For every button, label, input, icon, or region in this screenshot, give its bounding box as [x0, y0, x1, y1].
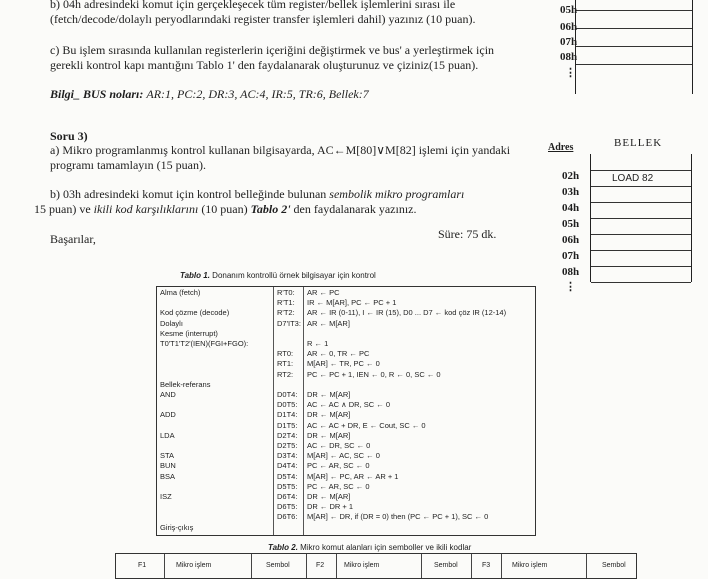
table1-cell-c3: AR ← IR (0-11), I ← IR (15), D0 ... D7 ← kod çöz IR (12-14): [307, 308, 507, 318]
table1-cell-c3: M[AR] ← AC, SC ← 0: [307, 451, 380, 461]
table1-row: [157, 349, 535, 359]
table1-cell-c3: PC ← PC + 1, IEN ← 0, R ← 0, SC ← 0: [307, 369, 441, 379]
table1-cell-c3: AR ← M[AR]: [307, 318, 350, 328]
table1-cell-c3: AR ← 0, TR ← PC: [307, 349, 370, 359]
mem2-addr: 02h: [562, 170, 580, 182]
mem2-addr: 05h: [562, 218, 580, 230]
table1-row: [157, 512, 535, 522]
table1-cell-c1: Alma (fetch): [160, 288, 201, 297]
table1-cell-c3: AC ← AC ∧ DR, SC ← 0: [307, 400, 391, 410]
table1-row: [157, 288, 535, 298]
table1-cell-c1: STA: [160, 451, 175, 461]
bus-info: [50, 86, 369, 102]
bus-info-values: AR:1, PC:2, DR:3, AC:4, IR:5, TR:6, Bellek:7: [146, 87, 369, 101]
adres-label: Adres: [548, 142, 574, 153]
table1-cell-c3: M[AR] ← TR, PC ← 0: [307, 359, 380, 369]
table1: [156, 286, 536, 536]
table1-row: [157, 461, 535, 471]
q3-part-a-cont: programı tamamlayın (15 puan).: [50, 158, 206, 172]
table1-cell-c3: DR ← DR + 1: [307, 502, 354, 512]
mem-top-addr: 08h: [560, 51, 578, 63]
table1-cell-c3: PC ← AR, SC ← 0: [307, 461, 370, 471]
mem2-addr: 06h: [562, 234, 580, 246]
table1-cell-c2: RT0:: [277, 349, 294, 359]
table1-cell-c2: D1T5:: [277, 420, 298, 430]
greeting: Başarılar,: [50, 232, 96, 246]
table1-row: [157, 380, 535, 390]
table1-row: [157, 472, 535, 482]
table1-row: [157, 308, 535, 318]
q3-part-b-end: den faydalanarak yazınız.: [293, 202, 417, 216]
table1-cell-c1: Kesme (interrupt): [160, 328, 218, 338]
table1-row: [157, 482, 535, 492]
table1-row: [157, 441, 535, 451]
table1-cell-c1: Dolaylı: [160, 318, 183, 328]
table1-cell-c3: DR ← M[AR]: [307, 390, 351, 399]
table1-cell-c2: R'T2:: [277, 308, 295, 318]
table1-cell-c2: D2T4:: [277, 430, 298, 440]
mem2-addr: 08h: [562, 266, 580, 278]
table1-caption: [180, 271, 376, 280]
table1-row: [157, 410, 535, 420]
q2-part-b: b) 04h adresindeki komut için gerçekleşecek tüm register/bellek işlemlerini sırası ile: [50, 0, 456, 11]
q3-title: Soru 3): [50, 129, 88, 143]
table1-cell-c3: DR ← M[AR]: [307, 410, 351, 420]
table1-cell-c3: DR ← M[AR]: [307, 492, 351, 501]
table1-row: [157, 400, 535, 410]
table1-row: [157, 298, 535, 308]
q2-part-c: c) Bu işlem sırasında kullanılan registerlerin içeriğini değiştirmek ve bus' a yerleştirmek için: [50, 43, 495, 57]
table2: [115, 553, 637, 579]
table1-cell-c1: BSA: [160, 471, 176, 481]
mem-top-addr: 06h: [560, 21, 578, 33]
table1-cell-c2: RT2:: [277, 369, 294, 379]
q3-part-b-post: (10 puan): [201, 202, 248, 216]
bus-info-label: Bilgi_ BUS noları:: [50, 87, 144, 101]
table1-cell-c1: LDA: [160, 430, 175, 440]
table1-cell-c2: D5T4:: [277, 471, 298, 481]
table2-caption: [268, 543, 471, 552]
table1-cell-c2: D4T4:: [277, 461, 298, 471]
table1-cell-c2: D5T5:: [277, 481, 298, 491]
table2-header: Mikro işlem: [344, 562, 380, 569]
table2-header: Sembol: [602, 562, 626, 569]
table1-cell-c1: Giriş-çıkış: [160, 522, 194, 532]
table1-row: [157, 451, 535, 461]
table1-cell-c1: Bellek-referans: [160, 379, 211, 389]
q3-part-b-cont: [34, 201, 416, 217]
table1-cell-c3: DR ← M[AR]: [307, 430, 351, 440]
table1-row: [157, 329, 535, 339]
table1-cell-c3: M[AR] ← PC, AR ← AR + 1: [307, 471, 399, 481]
table1-cell-c3: PC ← AR, SC ← 0: [307, 481, 370, 491]
mem2-content: LOAD 82: [612, 173, 654, 184]
mem2-addr: 04h: [562, 202, 580, 214]
table1-row: [157, 431, 535, 441]
table1-cell-c2: R'T1:: [277, 298, 295, 308]
table1-cell-c2: D6T6:: [277, 512, 298, 522]
table2-header: F3: [482, 562, 491, 569]
table1-row: [157, 319, 535, 329]
table1-row: [157, 523, 535, 533]
table1-cell-c2: D0T4:: [277, 390, 298, 399]
table1-cell-c3: M[AR] ← DR, if (DR = 0) then (PC ← PC + 1), SC ← 0: [307, 512, 489, 522]
bellek-label: BELLEK: [614, 137, 663, 149]
mem2-addr: 03h: [562, 186, 580, 198]
table2-caption-label: Tablo 2.: [268, 543, 298, 552]
duration: Süre: 75 dk.: [438, 227, 497, 241]
table1-row: [157, 370, 535, 380]
table2-header: Mikro işlem: [176, 562, 212, 569]
q3-part-b: [50, 186, 464, 202]
table1-cell-c1: Kod çözme (decode): [160, 308, 230, 318]
table1-row: [157, 492, 535, 502]
q3-part-b-ital2: ikili kod karşılıklarını: [93, 202, 199, 216]
mem-top-addr: 05h: [560, 4, 578, 16]
table2-header: Sembol: [434, 562, 458, 569]
table1-cell-c2: RT1:: [277, 359, 294, 369]
table1-cell-c2: D3T4:: [277, 451, 298, 461]
table1-caption-label: Tablo 1.: [180, 271, 210, 280]
table1-cell-c2: D1T4:: [277, 410, 298, 420]
table2-header: F1: [138, 562, 147, 569]
mem-top-dots: ⋮: [565, 67, 576, 79]
table1-cell-c2: D6T4:: [277, 492, 298, 501]
table1-cell-c3: IR ← M[AR], PC ← PC + 1: [307, 298, 397, 308]
table1-cell-c3: R ← 1: [307, 339, 329, 348]
q3-part-b-text: b) 03h adresindeki komut için kontrol belleğinde bulunan: [50, 187, 327, 201]
q3-part-b-ital: sembolik mikro programları: [329, 187, 465, 201]
table2-header: Mikro işlem: [512, 562, 548, 569]
table1-row: [157, 390, 535, 400]
table1-cell-c1: ADD: [160, 410, 176, 420]
q3-part-b-pre: 15 puan) ve: [34, 202, 91, 216]
table1-cell-c2: D2T5:: [277, 441, 298, 450]
table1-cell-c3: AC ← DR, SC ← 0: [307, 441, 371, 450]
table2-header: F2: [316, 562, 325, 569]
table1-row: [157, 339, 535, 349]
mem2-addr: 07h: [562, 250, 580, 262]
table1-cell-c2: D6T5:: [277, 502, 298, 512]
table1-cell-c1: T0'T1'T2'(IEN)(FGI+FGO):: [160, 339, 249, 348]
q3-part-b-table: Tablo 2': [250, 202, 291, 216]
table1-cell-c1: BUN: [160, 461, 176, 471]
table1-cell-c3: AC ← AC + DR, E ← Cout, SC ← 0: [307, 420, 426, 430]
q2-part-b-cont: (fetch/decode/dolaylı peryodlarındaki register transfer işlemleri dahil) yazınız (10 puan).: [50, 12, 476, 26]
memory-box-top: [575, 0, 693, 94]
table1-cell-c1: ISZ: [160, 492, 172, 501]
table1-caption-text: Donanım kontrollü örnek bilgisayar için kontrol: [212, 271, 376, 280]
table2-header: Sembol: [266, 562, 290, 569]
q3-part-a: a) Mikro programlanmış kontrol kullanan bilgisayarda, AC←M[80]∨M[82] işlemi için yandaki: [50, 143, 511, 157]
mem2-dots: ⋮: [565, 281, 576, 293]
table1-cell-c1: AND: [160, 390, 176, 399]
table1-cell-c2: D0T5:: [277, 400, 298, 410]
mem-top-addr: 07h: [560, 36, 578, 48]
table1-row: [157, 421, 535, 431]
table1-cell-c2: D7'IT3:: [277, 318, 301, 328]
table2-caption-text: Mikro komut alanları için semboller ve ikili kodlar: [300, 543, 472, 552]
table1-row: [157, 502, 535, 512]
table1-row: [157, 359, 535, 369]
table1-cell-c3: AR ← PC: [307, 288, 340, 297]
table1-cell-c2: R'T0:: [277, 288, 295, 297]
q2-part-c-cont: gerekli kontrol kapı mantığını Tablo 1' den faydalanarak oluşturunuz ve çiziniz(15 puan).: [50, 58, 479, 72]
